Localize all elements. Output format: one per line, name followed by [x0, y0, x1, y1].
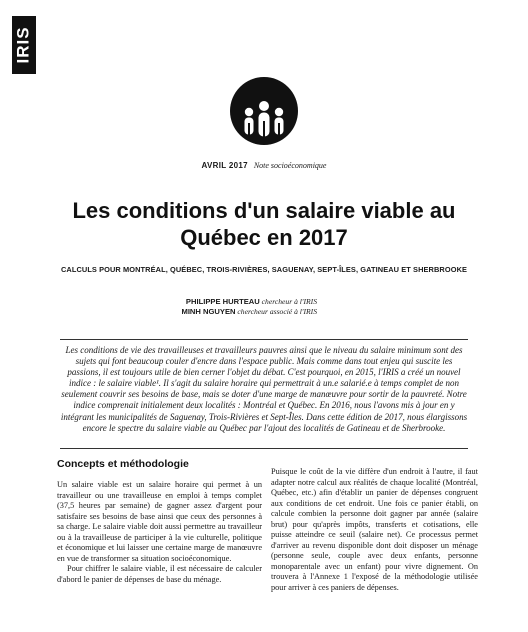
right-column [271, 467, 478, 593]
brand-label: IRIS [14, 26, 33, 64]
section-heading: Concepts et méthodologie [57, 458, 189, 470]
author-role: chercheur à l'IRIS [261, 297, 317, 306]
abstract-top-rule [60, 339, 468, 340]
page-subtitle: CALCULS POUR MONTRÉAL, QUÉBEC, TROIS-RIVIÈRES, SAGUENAY, SEPT-ÎLES, GATINEAU ET SHERBROOKE [60, 265, 468, 274]
publication-date: AVRIL 2017 [201, 161, 248, 170]
author-entry [182, 307, 318, 317]
author-role: chercheur associé à l'IRIS [237, 307, 317, 316]
page-title [40, 197, 488, 251]
author-name: MINH NGUYEN [181, 307, 236, 316]
title-line-2: Québec en 2017 [180, 225, 348, 250]
document-type: Note socioéconomique [253, 161, 327, 170]
abstract: Les conditions de vie des travailleuses et travailleurs pauvres ainsi que le niveau du salaire minimum sont des sujets qui font beaucoup couler d'encre dans l'espace public. Mais comme dans tout enjeu qui suscite les passions, il est toujours utile de bien cerner l'objet du débat. C'est pourquoi, en 2015, l'IRIS a créé un nouvel indice : le salaire viable¹. Il s'agit du salaire horaire qui permettrait à un.e salarié.e à temps complet de non seulement couvrir ses besoins de base, mais se doter d'une marge de manœuvre pour sortir de la pauvreté. Notre indice comprenait initialement deux localités : Montréal et Québec. En 2016, nous l'avons mis à jour en y intégrant les municipalités de Saguenay, Trois-Rivières et Sept-Îles. Dans cette édition de 2017, nous élargissons encore le spectre du salaire viable au Québec par l'ajout des localités de Gatineau et de Sherbrooke. [60, 345, 468, 433]
left-column [57, 458, 262, 585]
iris-people-logo-icon [230, 77, 298, 145]
iris-brand-tab [12, 16, 36, 74]
author-entry [182, 297, 318, 307]
dateline [0, 161, 528, 170]
body-paragraph: Pour chiffrer le salaire viable, il est nécessaire de calculer d'abord le panier de dépenses de base du ménage. [57, 564, 262, 584]
body-paragraph: Puisque le coût de la vie diffère d'un endroit à l'autre, il faut adapter notre calcul aux réalités de chaque localité (Montréal, Québec, etc.) afin d'établir un panier de dépenses congruent aux conditions de cet endroit. Une fois ce panier établi, on calcule combien la personne doit gagner par année (salaire brut) pour qu'après impôts, transferts et cotisations, elle puisse atteindre ce seuil (salaire net). Ce processus permet d'arriver au revenu disponible dont doit disposer un ménage (personne seule, couple avec deux enfants, personne monoparentale avec un enfant) pour vivre dignement. On trouvera à l'Annexe 1 l'exposé de la méthodologie utilisée pour arriver à ces paniers de dépenses. [271, 467, 478, 592]
abstract-bottom-rule [60, 448, 468, 449]
body-paragraph: Un salaire viable est un salaire horaire qui permet à un travailleur ou une travailleuse en emploi à temps complet (37,5 heures par semaine) de gagner assez d'argent pour satisfaire ses besoins de base ainsi que ceux des personnes à sa charge. Le salaire viable doit aussi permettre au travailleur ou à la travailleuse de participer à la vie culturelle, politique et économique et lui laisser une certaine marge de manœuvre en vue de transformer sa situation socioéconomique. [57, 480, 262, 563]
author-list [182, 297, 318, 317]
title-line-1: Les conditions d'un salaire viable au [72, 198, 456, 223]
author-name: PHILIPPE HURTEAU [185, 297, 260, 306]
